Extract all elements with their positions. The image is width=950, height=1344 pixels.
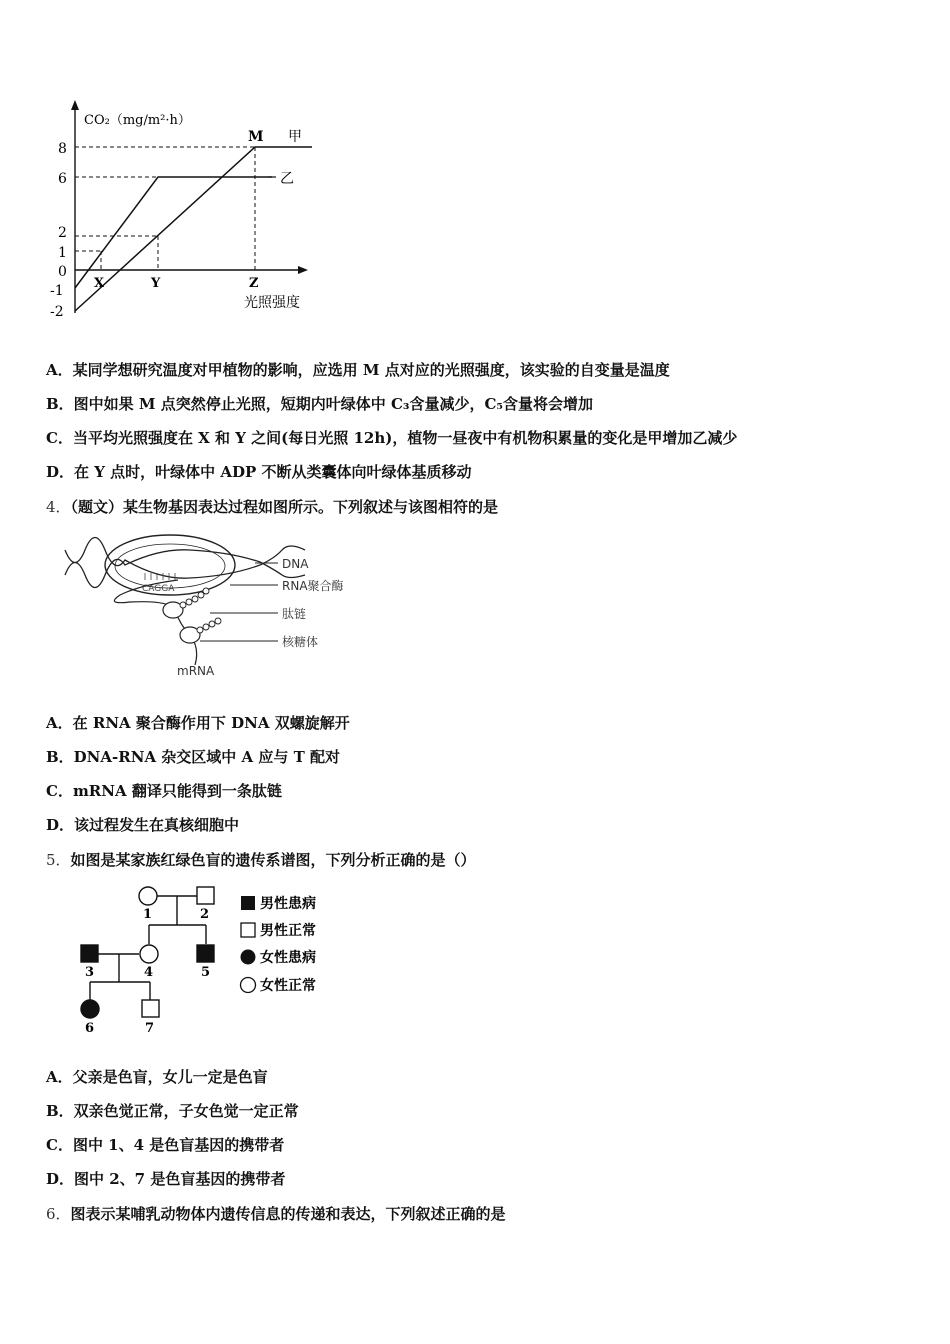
legend-normal-male-icon: [241, 923, 255, 937]
legend-normal-female: 女性正常: [260, 978, 316, 994]
legend-affected-female: 女性患病: [260, 950, 316, 966]
series-yi: [75, 177, 272, 288]
q4-stem: （题文）某生物基因表达过程如图所示。下列叙述与该图相符的是: [70, 498, 499, 516]
x-axis-arrow: [298, 266, 308, 274]
id-7: 7: [145, 1021, 155, 1036]
peptide-bead: [203, 588, 209, 594]
y-axis-arrow: [71, 100, 79, 110]
y-tick-6: 6: [58, 171, 67, 187]
label-peptide: 肽链: [282, 607, 307, 621]
id-5: 5: [201, 965, 211, 980]
q6-question: [46, 1204, 506, 1224]
label-mrna: mRNA: [177, 664, 215, 678]
q4-question: [46, 497, 498, 517]
q5-number: 5．: [46, 851, 71, 869]
legend-affected-male-icon: [241, 896, 255, 910]
legend-normal-male: 男性正常: [260, 923, 316, 939]
sequence-label: CAGGA: [142, 584, 175, 594]
q3-option-d: D．在 Y 点时，叶绿体中 ADP 不断从类囊体向叶绿体基质移动: [46, 463, 472, 481]
id-6: 6: [85, 1021, 95, 1036]
q4-option-a: A．在 RNA 聚合酶作用下 DNA 双螺旋解开: [46, 714, 350, 732]
peptide-bead: [186, 599, 192, 605]
label-rna-polymerase: RNA聚合酶: [282, 579, 344, 593]
peptide-bead: [192, 596, 198, 602]
y-tick-2: 2: [58, 225, 67, 241]
legend-normal-female-icon: [241, 978, 256, 993]
photosynthesis-chart: [40, 98, 330, 328]
series-jia: [75, 147, 312, 311]
x-axis-label: 光照强度: [244, 295, 300, 311]
y-tick-neg1: -1: [50, 283, 64, 299]
q4-option-b: B．DNA-RNA 杂交区域中 A 应与 T 配对: [46, 748, 340, 766]
q5-question: [46, 850, 476, 870]
peptide-bead: [209, 621, 215, 627]
individual-7: [142, 1000, 159, 1017]
individual-4: [140, 945, 158, 963]
individual-6: [81, 1000, 99, 1018]
q5-option-b: B．双亲色觉正常，子女色觉一定正常: [46, 1102, 299, 1120]
y-tick-0: 0: [58, 264, 67, 280]
individual-3: [81, 945, 98, 962]
label-ribosome: 核糖体: [282, 635, 319, 649]
legend-affected-female-icon: [241, 950, 256, 965]
legend-affected-male: 男性患病: [260, 896, 316, 912]
label-dna: DNA: [282, 557, 309, 571]
dna-strand-1: [65, 538, 305, 579]
q3-option-b: B．图中如果 M 点突然停止光照，短期内叶绿体中 C₃含量减少，C₅含量将会增加: [46, 395, 593, 413]
x-tick-z: Z: [249, 276, 259, 291]
individual-2: [197, 887, 214, 904]
q4-option-d: D．该过程发生在真核细胞中: [46, 816, 240, 834]
q5-option-a: A．父亲是色盲，女儿一定是色盲: [46, 1068, 268, 1086]
q3-option-c: C．当平均光照强度在 X 和 Y 之间(每日光照 12h)，植物一昼夜中有机物积累量的变化是甲增加乙减少: [46, 429, 738, 447]
individual-5: [197, 945, 214, 962]
q4-option-c: C．mRNA 翻译只能得到一条肽链: [46, 782, 282, 800]
peptide-bead: [197, 627, 203, 633]
q4-number: 4．: [46, 498, 71, 516]
y-tick-8: 8: [58, 141, 67, 157]
x-tick-y: Y: [151, 276, 161, 291]
id-3: 3: [85, 965, 95, 980]
label-m: M: [248, 129, 264, 145]
id-4: 4: [144, 965, 154, 980]
q5-option-d: D．图中 2、7 是色盲基因的携带者: [46, 1170, 286, 1188]
peptide-bead: [180, 602, 186, 608]
gene-expression-figure: [60, 530, 370, 690]
peptide-bead: [203, 624, 209, 630]
y-tick-neg2: -2: [50, 304, 64, 320]
q6-number: 6．: [46, 1205, 71, 1223]
peptide-bead: [215, 618, 221, 624]
q3-option-a: A．某同学想研究温度对甲植物的影响，应选用 M 点对应的光照强度，该实验的自变量是温度: [46, 361, 670, 379]
label-yi: 乙: [280, 171, 294, 187]
y-tick-1: 1: [58, 245, 67, 261]
individual-1: [139, 887, 157, 905]
id-2: 2: [200, 907, 210, 922]
peptide-bead: [198, 592, 204, 598]
q5-option-c: C．图中 1、4 是色盲基因的携带者: [46, 1136, 285, 1154]
q6-stem: 图表示某哺乳动物体内遗传信息的传递和表达，下列叙述正确的是: [70, 1205, 506, 1223]
label-jia: 甲: [288, 129, 302, 145]
id-1: 1: [143, 907, 153, 922]
x-tick-x: X: [94, 276, 105, 291]
y-axis-label: CO₂（mg/m²·h）: [84, 113, 191, 128]
pedigree-chart: [70, 882, 340, 1042]
dna-strand-2: [65, 550, 305, 588]
q5-stem: 如图是某家族红绿色盲的遗传系谱图，下列分析正确的是（）: [70, 851, 476, 869]
